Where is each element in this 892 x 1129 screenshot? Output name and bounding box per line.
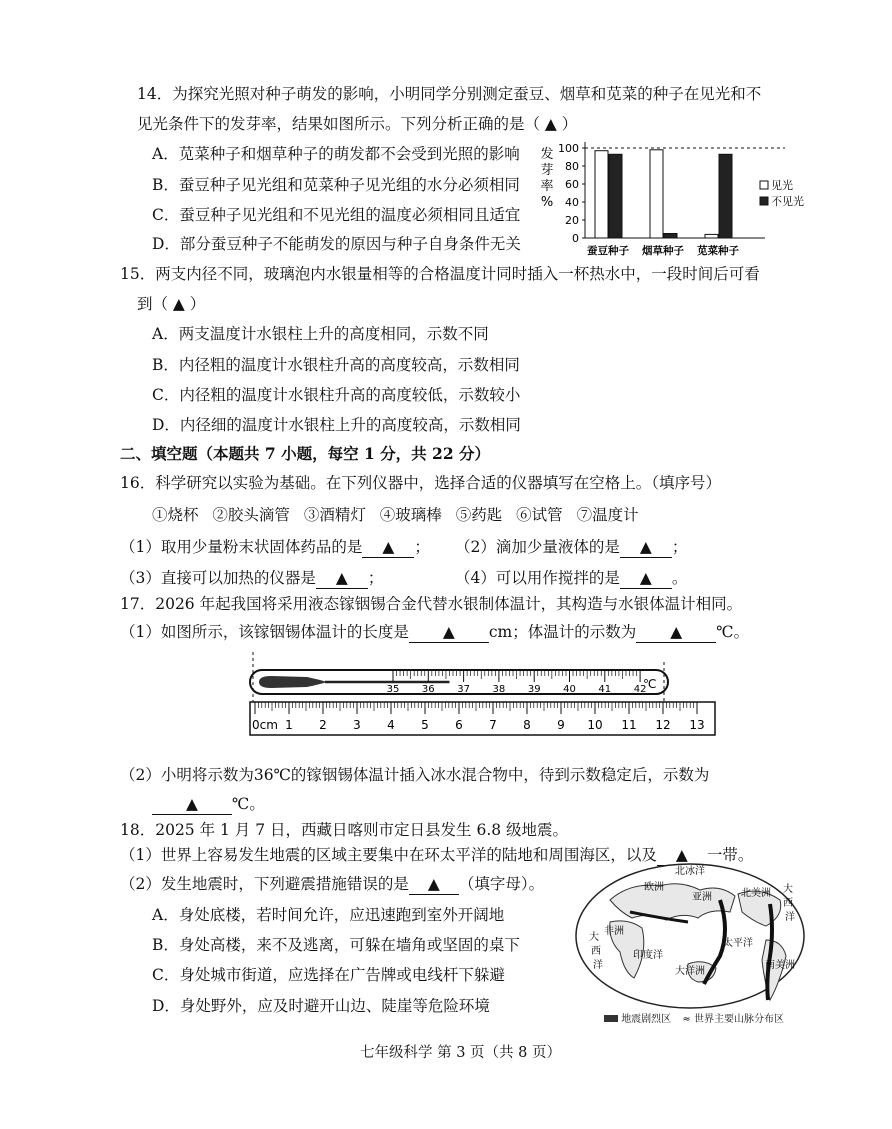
- bar-见光-蚕豆种子: [595, 151, 608, 238]
- ruler-label: 6: [455, 718, 463, 732]
- q18-stem: 18．2025 年 1 月 7 日，西藏日喀则市定日县发生 6.8 级地震。: [120, 821, 569, 839]
- map-region-label: 洋: [593, 960, 603, 971]
- y-tick-label: 40: [565, 196, 579, 209]
- q17-part2-line1: （2）小明将示数为36℃的镓铟锡体温计插入冰水混合物中，待到示数稳定后，示数为: [120, 766, 710, 784]
- answer-blank[interactable]: ▲: [316, 568, 368, 589]
- q18-option-c: C．身处城市街道，应选择在广告牌或电线杆下躲避: [152, 966, 505, 984]
- map-region-label: 大: [783, 884, 793, 895]
- thermometer-ruler-figure: [245, 652, 720, 742]
- thermo-scale-label: 36: [421, 684, 435, 695]
- answer-blank[interactable]: ▲: [362, 537, 414, 558]
- answer-blank[interactable]: ▲: [636, 622, 716, 643]
- ruler-label: 3: [353, 718, 361, 732]
- thermo-unit-label: ℃: [643, 677, 657, 691]
- map-region-label: 太平洋: [723, 938, 753, 949]
- q17-part1-text: （1）如图所示，该镓铟锡体温计的长度是: [120, 623, 409, 641]
- ruler-label: 5: [421, 718, 429, 732]
- map-region-label: 西: [783, 898, 793, 909]
- q17-part1: [120, 622, 749, 643]
- answer-blank[interactable]: ▲: [620, 568, 672, 589]
- q14-option-c: C．蚕豆种子见光组和不见光组的温度必须相同且适宜: [152, 206, 521, 224]
- thermo-scale-label: 37: [457, 684, 470, 695]
- legend-label: 见光: [771, 179, 793, 192]
- legend-swatch: [760, 181, 768, 189]
- map-region-label: 大: [589, 932, 599, 943]
- thermo-scale-label: 41: [598, 684, 612, 695]
- ruler-label: 8: [523, 718, 531, 732]
- y-tick-label: 0: [572, 232, 579, 245]
- legend-swatch: [760, 197, 768, 205]
- y-tick-label: 80: [565, 160, 579, 173]
- y-tick-label: 20: [565, 214, 579, 227]
- legend-label: 不见光: [771, 195, 804, 208]
- map-region-label: 北美洲: [741, 888, 771, 899]
- thermo-scale-label: 38: [492, 684, 506, 695]
- map-region-label: 南美洲: [765, 960, 795, 971]
- semicolon: ；: [671, 538, 688, 556]
- map-region-label: 大洋洲: [675, 966, 705, 977]
- q17-stem: 17．2026 年起我国将采用液态镓铟锡合金代替水银制体温计，其构造与水银体温计相同。: [120, 595, 743, 613]
- y-axis-label-char: %: [540, 195, 554, 210]
- y-tick-label: 60: [565, 178, 579, 191]
- y-tick-label: 100: [558, 142, 579, 155]
- quake-zone-swatch: [604, 1015, 618, 1022]
- q18-option-b: B．身处高楼，来不及逃离，可躲在墙角或坚固的桌下: [152, 936, 520, 954]
- q17-part1-mid: cm；体温计的示数为: [488, 623, 637, 641]
- world-earthquake-map: [570, 860, 810, 1030]
- answer-blank[interactable]: ▲: [152, 794, 232, 815]
- q16-part2-text: （2）滴加少量液体的是: [455, 538, 620, 556]
- q17-part2-line2: [152, 794, 265, 815]
- q18-option-d: D．身处野外，应及时避开山边、陡崖等危险环境: [152, 997, 490, 1015]
- map-region-label: 印度洋: [633, 950, 663, 961]
- legend-quake-label: 地震剧烈区: [621, 1014, 672, 1025]
- q15-option-a: A．两支温度计水银柱上升的高度相同，示数不同: [152, 325, 489, 343]
- x-tick-label: 蚕豆种子: [587, 245, 629, 257]
- bar-见光-苋菜种子: [705, 234, 718, 238]
- q18-part2-end: （填字母）。: [458, 875, 545, 893]
- thermo-scale-label: 35: [386, 684, 400, 695]
- q16-part3-text: （3）直接可以加热的仪器是: [120, 569, 316, 587]
- answer-blank[interactable]: ▲: [657, 845, 707, 866]
- map-legend: [604, 1013, 784, 1027]
- y-axis-label-char: 率: [540, 179, 554, 194]
- ruler-label: 1: [285, 718, 293, 732]
- q15-option-b: B．内径粗的温度计水银柱升高的高度较高，示数相同: [152, 356, 520, 374]
- thermo-scale-label: 42: [633, 684, 647, 695]
- mountain-wave-icon: ≈: [682, 1014, 691, 1025]
- q17-part1-end: ℃。: [716, 623, 750, 641]
- q18-part1-end: 一带。: [706, 846, 754, 864]
- q17-part2-end: ℃。: [232, 795, 265, 813]
- q15-stem-line1: 15．两支内径不同，玻璃泡内水银量相等的合格温度计同时插入一杯热水中，一段时间后可看: [120, 265, 760, 283]
- y-axis-label-char: 发: [540, 147, 554, 162]
- x-tick-label: 苋菜种子: [697, 245, 739, 257]
- map-region-label: 欧洲: [644, 882, 664, 893]
- ruler-label: 11: [621, 718, 637, 732]
- q14-stem-line1: 14．为探究光照对种子萌发的影响，小明同学分别测定蚕豆、烟草和苋菜的种子在见光和不: [137, 85, 762, 103]
- semicolon: ；: [367, 569, 384, 587]
- q15-option-d: D．内径细的温度计水银柱上升的高度较高，示数相同: [152, 416, 521, 434]
- bar-不见光-蚕豆种子: [609, 154, 622, 238]
- q18-part2-text: （2）发生地震时，下列避震措施错误的是: [120, 875, 409, 893]
- q16-instrument-list: ①烧杯 ②胶头滴管 ③酒精灯 ④玻璃棒 ⑤药匙 ⑥试管 ⑦温度计: [152, 506, 639, 524]
- thermo-scale-label: 39: [527, 684, 541, 695]
- ruler-label: 13: [689, 718, 705, 732]
- ruler-label: 9: [557, 718, 565, 732]
- q15-option-c: C．内径粗的温度计水银柱升高的高度较低，示数较小: [152, 386, 521, 404]
- q16-part1-text: （1）取用少量粉末状固体药品的是: [120, 538, 363, 556]
- map-region-label: 北冰洋: [675, 866, 705, 877]
- answer-blank[interactable]: ▲: [409, 874, 459, 895]
- q18-part1-text: （1）世界上容易发生地震的区域主要集中在环太平洋的陆地和周围海区，以及: [120, 846, 657, 864]
- bar-不见光-苋菜种子: [719, 154, 732, 238]
- ruler-label: 0cm: [252, 718, 278, 732]
- germination-bar-chart: [535, 136, 815, 262]
- semicolon: ；: [414, 538, 430, 556]
- legend-mountain-label: 世界主要山脉分布区: [693, 1014, 784, 1025]
- q15-stem-line2: 到（ ▲ ）: [137, 295, 206, 313]
- q14-option-b: B．蚕豆种子见光组和苋菜种子见光组的水分必须相同: [152, 176, 520, 194]
- page-footer: 七年级科学 第 3 页（共 8 页）: [360, 1045, 561, 1061]
- ruler-label: 7: [489, 718, 497, 732]
- q14-option-a: A．苋菜种子和烟草种子的萌发都不会受到光照的影响: [152, 145, 520, 163]
- bar-不见光-烟草种子: [664, 234, 677, 239]
- q14-option-d: D．部分蚕豆种子不能萌发的原因与种子自身条件无关: [152, 235, 521, 253]
- thermo-scale-label: 40: [563, 684, 576, 695]
- map-region-label: 亚洲: [692, 892, 712, 903]
- q18-part2: [120, 874, 544, 895]
- ruler-label: 10: [587, 718, 603, 732]
- ruler-label: 12: [655, 718, 671, 732]
- y-axis-label-char: 芽: [540, 163, 554, 178]
- q16-part4-text: （4）可以用作搅拌的是: [455, 569, 620, 587]
- q14-stem-line2: 见光条件下的发芽率，结果如图所示。下列分析正确的是（ ▲ ）: [137, 115, 578, 133]
- period: 。: [671, 569, 688, 587]
- x-tick-label: 烟草种子: [642, 245, 684, 257]
- answer-blank[interactable]: ▲: [409, 622, 489, 643]
- q18-option-a: A．身处底楼，若时间允许，应迅速跑到室外开阔地: [152, 906, 505, 924]
- bar-见光-烟草种子: [650, 150, 663, 238]
- q16-part3: [120, 568, 383, 589]
- map-region-label: 非洲: [604, 926, 624, 937]
- ruler-label: 2: [319, 718, 327, 732]
- map-region-label: 洋: [785, 912, 795, 923]
- q16-part4: [455, 568, 687, 589]
- section-heading: 二、填空题（本题共 7 小题，每空 1 分，共 22 分）: [120, 444, 491, 463]
- q16-stem: 16．科学研究以实验为基础。在下列仪器中，选择合适的仪器填写在空格上。（填序号）: [120, 474, 721, 492]
- map-region-label: 西: [591, 946, 601, 957]
- q16-part1: [120, 537, 430, 558]
- q16-part2: [455, 537, 687, 558]
- ruler-label: 4: [387, 718, 395, 732]
- answer-blank[interactable]: ▲: [620, 537, 672, 558]
